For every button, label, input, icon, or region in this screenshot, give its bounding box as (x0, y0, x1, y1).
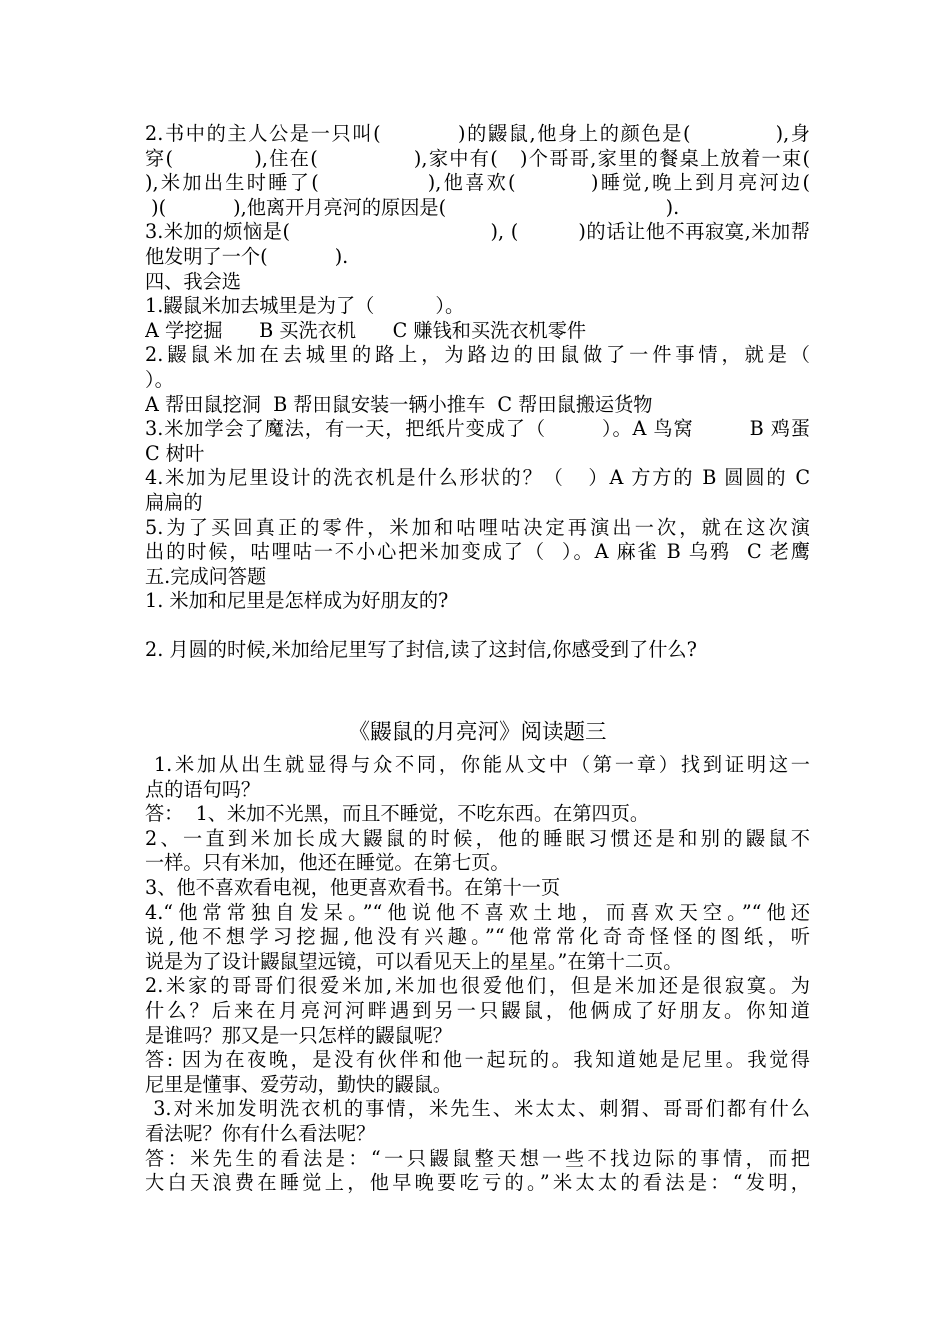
question-line: 2. 月圆的时候,米加给尼里写了封信,读了这封信,你感受到了什么? (145, 638, 697, 662)
text-line: 答：米先生的看法是：“一只鼹鼠整天想一些不找边际的事情，而把 (145, 1146, 810, 1170)
text-line: 点的语句吗？ (145, 777, 261, 801)
question-line: 2.鼹鼠米加在去城里的路上，为路边的田鼠做了一件事情，就是（ (145, 343, 810, 367)
fill-in-section (145, 122, 810, 270)
text-line: 3、他不喜欢看电视，他更喜欢看书。在第十一页 (145, 876, 561, 900)
text-line: 他发明了一个( ). (145, 244, 349, 268)
text-line: 4.“他常常独自发呆。”“他说他不喜欢土地，而喜欢天空。”“他还 (145, 900, 810, 924)
text-line: 是谁吗？那又是一只怎样的鼹鼠呢？ (145, 1023, 452, 1047)
text-line: 大白天浪费在睡觉上，他早晚要吃亏的。”米太太的看法是：“发明， (145, 1171, 810, 1195)
section-heading: 四、我会选 (145, 269, 241, 293)
text-line: ),米加出生时睡了( ),他喜欢( )睡觉,晚上到月亮河边( (145, 171, 810, 195)
text-line: 3.对米加发明洗衣机的事情，米先生、米太太、刺猬、哥哥们都有什么 (145, 1097, 810, 1121)
options-line: A 学挖掘 B 买洗衣机 C 赚钱和买洗衣机零件 (145, 318, 587, 342)
text-line: 尼里是懂事、爱劳动，勤快的鼹鼠。 (145, 1072, 452, 1096)
page-title: 《鼹鼠的月亮河》阅读题三 (348, 720, 607, 746)
question-line: 1. 米加和尼里是怎样成为好朋友的? (145, 589, 449, 613)
section-spacer (145, 663, 810, 715)
text-line: 说是为了设计鼹鼠望远镜，可以看见天上的星星。”在第十二页。 (145, 949, 683, 973)
text-line: 什么？后来在月亮河河畔遇到另一只鼹鼠，他俩成了好朋友。你知道 (145, 999, 810, 1022)
text-line: 答: 因为在夜晚，是没有伙伴和他一起玩的。我知道她是尼里。我觉得 (145, 1048, 810, 1072)
options-line: C 树叶 (145, 441, 205, 465)
text-line: 看法呢？你有什么看法呢？ (145, 1121, 376, 1145)
options-line: 扁扁的 (145, 490, 203, 514)
multiple-choice-section (145, 270, 810, 614)
question-line: ）。 (145, 367, 174, 391)
text-line: 2.书中的主人公是一只叫( )的鼹鼠,他身上的颜色是( ),身 (145, 122, 810, 145)
text-line: 说,他不想学习挖掘,他没有兴趣。”“他常常化奇奇怪怪的图纸，听 (145, 925, 810, 949)
text-line: 穿( ),住在( ),家中有( )个哥哥,家里的餐桌上放着一束( (145, 146, 810, 170)
text-line: 一样。只有米加，他还在睡觉。在第七页。 (145, 851, 510, 875)
text-line: 2.米家的哥哥们很爱米加,米加也很爱他们，但是米加还是很寂寞。为 (145, 974, 810, 998)
question-line: 出的时候，咕哩咕一不小心把米加变成了（ ）。A 麻雀 B 乌鸦 C 老鹰 (145, 540, 810, 564)
question-line: 5.为了买回真正的零件，米加和咕哩咕决定再演出一次，就在这次演 (145, 515, 810, 539)
question-line: 1.鼹鼠米加去城里是为了（ ）。 (145, 294, 465, 318)
text-line: 2、一直到米加长成大鼹鼠的时候，他的睡眠习惯还是和别的鼹鼠不 (145, 826, 810, 850)
text-line: )( ),他离开月亮河的原因是( ). (145, 195, 680, 219)
question-line: 4.米加为尼里设计的洗衣机是什么形状的？（ ）A 方方的 B 圆圆的 C (145, 466, 810, 490)
text-line: 1.米加从出生就显得与众不同，你能从文中（第一章）找到证明这一 (145, 753, 810, 777)
options-line: A 帮田鼠挖洞 B 帮田鼠安装一辆小推车 C 帮田鼠搬运货物 (145, 392, 653, 416)
answer-space (145, 614, 810, 639)
text-line: 答： 1、米加不光黑，而且不睡觉，不吃东西。在第四页。 (145, 802, 650, 826)
text-line: 3.米加的烦恼是( ), ( )的话让他不再寂寞,米加帮 (145, 220, 810, 244)
reading-answers-section (145, 753, 810, 1196)
section-heading: 五.完成问答题 (145, 564, 267, 588)
question-line: 3.米加学会了魔法，有一天，把纸片变成了（ ）。A 鸟窝 B 鸡蛋 (145, 417, 810, 441)
document-page (145, 122, 810, 1196)
